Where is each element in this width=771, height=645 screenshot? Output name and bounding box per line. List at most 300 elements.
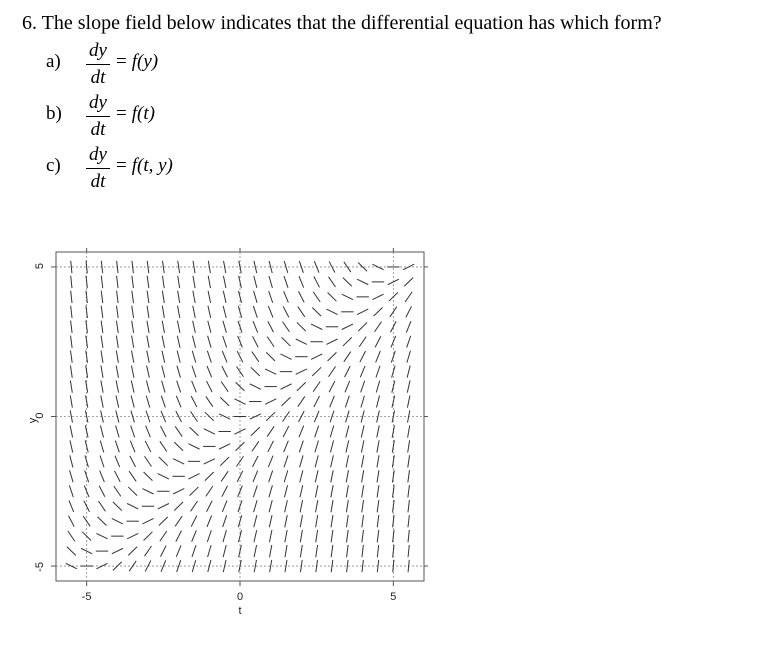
slope-segment bbox=[192, 381, 197, 392]
slope-segment bbox=[265, 369, 276, 374]
slope-segment bbox=[313, 381, 320, 391]
slope-segment bbox=[326, 339, 337, 344]
slope-segment bbox=[377, 515, 379, 527]
slope-segment bbox=[253, 456, 259, 467]
slope-segment bbox=[84, 486, 89, 497]
slope-segment bbox=[98, 517, 107, 526]
slope-segment bbox=[283, 426, 289, 437]
slope-segment bbox=[234, 399, 245, 404]
slope-segment bbox=[347, 560, 348, 572]
slope-segment bbox=[116, 336, 118, 348]
slope-segment bbox=[329, 367, 336, 377]
slope-segment bbox=[312, 307, 321, 316]
slope-segment bbox=[71, 261, 72, 273]
slope-segment bbox=[101, 261, 102, 273]
slope-segment bbox=[112, 518, 123, 523]
option-c-denominator: dt bbox=[90, 171, 106, 192]
slope-segment bbox=[299, 411, 305, 422]
slope-segment bbox=[70, 395, 72, 407]
slope-segment bbox=[101, 291, 102, 303]
slope-segment bbox=[408, 455, 410, 467]
slope-segment bbox=[193, 291, 195, 303]
slope-segment bbox=[299, 276, 304, 287]
slope-segment bbox=[280, 354, 291, 359]
slope-segment bbox=[298, 396, 305, 406]
slope-segment bbox=[345, 381, 350, 392]
slope-segment bbox=[207, 381, 213, 392]
slope-segment bbox=[253, 485, 257, 497]
slope-segment bbox=[207, 530, 211, 542]
slope-segment bbox=[361, 440, 363, 452]
slope-segment bbox=[393, 545, 394, 557]
slope-segment bbox=[407, 336, 411, 348]
slope-segment bbox=[238, 306, 241, 318]
slope-segment bbox=[267, 337, 274, 347]
slope-segment bbox=[297, 322, 306, 331]
slope-segment bbox=[331, 455, 334, 467]
slope-segment bbox=[132, 276, 134, 288]
slope-segment bbox=[71, 306, 72, 318]
slope-segment bbox=[101, 336, 103, 348]
x-axis-label: t bbox=[238, 605, 242, 617]
slope-segment bbox=[269, 485, 272, 497]
slope-segment bbox=[377, 545, 378, 557]
slope-segment bbox=[132, 336, 134, 348]
slope-segment bbox=[193, 276, 195, 288]
slope-segment bbox=[178, 291, 180, 303]
slope-segment bbox=[173, 489, 184, 494]
slope-segment bbox=[100, 440, 103, 452]
slope-segment bbox=[188, 444, 199, 449]
equals-sign: = bbox=[116, 155, 127, 176]
slope-segment bbox=[376, 366, 380, 378]
slope-segment bbox=[285, 500, 288, 512]
slope-segment bbox=[70, 351, 72, 363]
slope-segment bbox=[408, 530, 409, 542]
slope-segment bbox=[408, 440, 410, 452]
slope-segment bbox=[162, 261, 164, 273]
slope-segment bbox=[100, 455, 104, 467]
slope-segment bbox=[223, 291, 226, 303]
slope-segment bbox=[375, 322, 382, 332]
slope-segment bbox=[223, 321, 226, 333]
slope-segment bbox=[192, 545, 196, 557]
slope-segment bbox=[269, 276, 272, 288]
slope-segment bbox=[162, 366, 165, 378]
slope-segment bbox=[176, 396, 181, 407]
slope-segment bbox=[331, 530, 333, 542]
slope-segment bbox=[159, 457, 168, 466]
slope-segment bbox=[147, 306, 149, 318]
slope-segment bbox=[331, 545, 333, 557]
slope-segment bbox=[377, 440, 379, 452]
slope-segment bbox=[222, 486, 228, 497]
slope-segment bbox=[300, 530, 302, 542]
slope-segment bbox=[300, 545, 302, 557]
slope-segment bbox=[357, 309, 368, 314]
slope-segment bbox=[192, 366, 196, 378]
slope-segment bbox=[359, 337, 366, 347]
slope-segment bbox=[252, 441, 259, 451]
slope-segment bbox=[177, 351, 180, 363]
slope-segment bbox=[68, 531, 75, 541]
slope-segment bbox=[326, 309, 337, 314]
slope-segment bbox=[115, 471, 121, 482]
slope-segment bbox=[254, 500, 257, 512]
slope-segment bbox=[316, 545, 318, 557]
slope-segment bbox=[116, 426, 119, 438]
slope-segment bbox=[268, 441, 274, 452]
slope-segment bbox=[392, 425, 394, 437]
slope-segment bbox=[100, 425, 103, 437]
slope-segment bbox=[284, 485, 287, 497]
slope-segment bbox=[190, 427, 199, 436]
slope-segment bbox=[192, 336, 195, 348]
slope-segment bbox=[408, 500, 409, 512]
slope-segment bbox=[361, 425, 364, 437]
slope-segment bbox=[299, 291, 305, 302]
equals-sign: = bbox=[116, 103, 127, 124]
slope-segment bbox=[238, 321, 242, 333]
slope-segment bbox=[393, 560, 394, 572]
slope-segment bbox=[204, 429, 215, 434]
slope-segment bbox=[158, 504, 169, 509]
slope-segment bbox=[346, 485, 348, 497]
slope-segment bbox=[253, 471, 258, 482]
slope-segment bbox=[208, 276, 210, 288]
slope-segment bbox=[206, 396, 213, 406]
slope-segment bbox=[238, 500, 242, 512]
slope-segment bbox=[346, 425, 349, 437]
slope-segment bbox=[223, 276, 225, 288]
slope-segment bbox=[84, 501, 90, 512]
slope-segment bbox=[144, 532, 153, 541]
axis-ticks bbox=[34, 248, 428, 603]
slope-segment bbox=[314, 396, 320, 407]
x-tick-label: -5 bbox=[81, 591, 92, 603]
slope-segment bbox=[284, 470, 287, 482]
slope-segment bbox=[145, 546, 152, 556]
slope-segment bbox=[406, 321, 411, 332]
slope-segment bbox=[361, 381, 365, 393]
slope-segment bbox=[188, 474, 199, 479]
slope-segment bbox=[117, 261, 118, 273]
slope-segment bbox=[316, 530, 318, 542]
slope-segment bbox=[222, 366, 228, 377]
slope-segment bbox=[162, 351, 165, 363]
slope-segment bbox=[346, 515, 348, 527]
slope-segment bbox=[131, 426, 135, 438]
slope-segment bbox=[174, 442, 183, 451]
slope-segment bbox=[86, 380, 88, 392]
slope-segment bbox=[177, 321, 179, 333]
slope-segment bbox=[392, 366, 395, 378]
slope-segment bbox=[377, 455, 379, 467]
slope-segment bbox=[158, 474, 169, 479]
slope-segment bbox=[99, 486, 105, 497]
slope-segment bbox=[329, 381, 335, 392]
slope-segment bbox=[117, 291, 119, 303]
question-text: The slope field below indicates that the differential equation has which form? bbox=[41, 12, 662, 34]
slope-segment bbox=[362, 455, 364, 467]
slope-segment bbox=[142, 518, 153, 523]
slope-segment bbox=[405, 292, 412, 302]
slope-segment bbox=[222, 351, 227, 362]
slope-segment bbox=[300, 515, 302, 527]
slope-segment bbox=[376, 381, 379, 393]
slope-segment bbox=[282, 397, 291, 406]
slope-segment bbox=[330, 426, 333, 438]
slope-segment bbox=[177, 336, 180, 348]
slope-segment bbox=[221, 471, 228, 481]
slope-segment bbox=[312, 367, 321, 376]
slope-segment bbox=[176, 531, 182, 542]
slope-segment bbox=[131, 381, 134, 393]
slope-segment bbox=[250, 414, 261, 419]
slope-segment bbox=[131, 396, 134, 408]
slope-segment bbox=[204, 459, 215, 464]
slope-segment bbox=[393, 530, 394, 542]
slope-segment bbox=[346, 470, 348, 482]
slope-segment bbox=[207, 351, 211, 363]
slope-segment bbox=[315, 426, 319, 438]
slope-segment bbox=[285, 545, 287, 557]
slope-segment bbox=[329, 277, 336, 287]
slope-segment bbox=[311, 324, 322, 329]
slope-segment bbox=[113, 502, 122, 511]
slope-segment bbox=[131, 366, 133, 378]
slope-segment bbox=[69, 516, 75, 527]
slope-segment bbox=[346, 530, 348, 542]
slope-segment bbox=[253, 306, 257, 318]
slope-segment bbox=[284, 291, 289, 302]
slope-segment bbox=[70, 425, 72, 437]
slope-segment bbox=[86, 321, 88, 333]
slope-segment bbox=[343, 337, 352, 346]
slope-segment bbox=[160, 441, 167, 451]
slope-segment bbox=[392, 440, 394, 452]
slope-segment bbox=[269, 470, 273, 482]
slope-segment bbox=[254, 515, 257, 527]
x-tick-label: 5 bbox=[390, 591, 397, 603]
slope-segment bbox=[147, 351, 149, 363]
slope-segment bbox=[253, 321, 258, 332]
slope-segment bbox=[282, 337, 291, 346]
slope-segment bbox=[70, 470, 73, 482]
slope-segment bbox=[178, 261, 180, 273]
slope-segment bbox=[311, 354, 322, 359]
slope-segment bbox=[175, 426, 182, 436]
slope-segment bbox=[191, 501, 198, 511]
slope-segment bbox=[70, 380, 72, 392]
slope-segment bbox=[377, 425, 379, 437]
slope-segment bbox=[116, 351, 118, 363]
slope-segment bbox=[86, 291, 87, 303]
slope-segment bbox=[362, 500, 364, 512]
slope-segment bbox=[207, 366, 212, 377]
slope-segment bbox=[147, 366, 150, 378]
slope-segment bbox=[162, 291, 164, 303]
slope-segment bbox=[362, 485, 364, 497]
slope-segment bbox=[377, 500, 379, 512]
slope-segment bbox=[205, 472, 214, 481]
slope-segment bbox=[407, 395, 409, 407]
slope-segment bbox=[254, 291, 257, 303]
slope-segment bbox=[360, 366, 365, 377]
slope-segment bbox=[377, 470, 379, 482]
slope-segment bbox=[407, 351, 410, 363]
slope-segment bbox=[269, 291, 273, 303]
slope-segment bbox=[147, 291, 149, 303]
slope-segment bbox=[314, 411, 319, 422]
slope-segment bbox=[130, 441, 135, 452]
slope-segment bbox=[284, 455, 288, 467]
slope-segment bbox=[250, 384, 261, 389]
slope-segment bbox=[408, 485, 410, 497]
slope-segment bbox=[222, 500, 227, 511]
slope-segment bbox=[116, 321, 118, 333]
slope-segment bbox=[192, 351, 195, 363]
slope-segment bbox=[239, 545, 242, 557]
slope-segment bbox=[70, 366, 72, 378]
slope-segment bbox=[314, 261, 319, 272]
slope-segment bbox=[330, 440, 333, 452]
slope-segment bbox=[346, 455, 348, 467]
slope-segment bbox=[86, 261, 87, 273]
slope-segment bbox=[146, 426, 151, 437]
slope-segment bbox=[162, 321, 164, 333]
slope-segment bbox=[254, 545, 256, 557]
option-c-letter: c) bbox=[46, 155, 61, 176]
option-a-function: f(y) bbox=[131, 51, 159, 72]
slope-segment bbox=[206, 486, 213, 496]
slope-segment bbox=[70, 440, 73, 452]
slope-segment bbox=[70, 455, 73, 467]
slope-segment bbox=[101, 321, 103, 333]
slope-segment bbox=[362, 560, 363, 572]
slope-segment bbox=[299, 261, 303, 273]
slope-segment bbox=[347, 545, 349, 557]
slope-segment bbox=[67, 547, 76, 556]
slope-segment bbox=[362, 470, 364, 482]
slope-segment bbox=[357, 279, 368, 284]
slope-segment bbox=[343, 278, 352, 287]
slope-segment bbox=[284, 276, 288, 288]
slope-segment bbox=[254, 276, 257, 288]
slope-segment bbox=[177, 381, 181, 393]
slope-segment bbox=[101, 276, 102, 288]
slope-segment bbox=[71, 291, 72, 303]
slope-segment bbox=[146, 396, 149, 408]
slope-segment bbox=[408, 545, 409, 557]
slope-segment bbox=[116, 381, 118, 393]
option-a-denominator: dt bbox=[90, 67, 106, 88]
slope-segment bbox=[144, 472, 153, 481]
slope-segment bbox=[266, 352, 275, 361]
slope-segment bbox=[346, 440, 349, 452]
slope-segment bbox=[147, 276, 149, 288]
slope-segment bbox=[313, 292, 320, 302]
slope-segment bbox=[101, 395, 103, 407]
slope-segment bbox=[219, 444, 230, 449]
slope-segment bbox=[116, 366, 118, 378]
slope-segment bbox=[299, 426, 304, 437]
slope-segment bbox=[300, 470, 303, 482]
slope-segment bbox=[220, 457, 229, 466]
slope-segment bbox=[375, 336, 381, 347]
slope-segment bbox=[193, 306, 195, 318]
slope-segment bbox=[377, 560, 378, 572]
slope-segment bbox=[315, 470, 318, 482]
slope-segment bbox=[238, 486, 243, 497]
slope-segment bbox=[330, 396, 335, 407]
slope-segment bbox=[100, 471, 105, 482]
slope-segment bbox=[66, 563, 77, 568]
slope-segment bbox=[132, 351, 134, 363]
slope-segment bbox=[267, 426, 274, 436]
slope-segment bbox=[127, 504, 138, 509]
slope-segment bbox=[300, 485, 303, 497]
slope-segment bbox=[344, 352, 351, 362]
slope-segment bbox=[208, 306, 211, 318]
slope-segment bbox=[128, 487, 137, 496]
slope-segment bbox=[285, 515, 287, 527]
slope-segment bbox=[159, 517, 168, 526]
slope-segment bbox=[101, 351, 103, 363]
option-a-numerator: dy bbox=[89, 40, 107, 61]
slope-segment bbox=[86, 366, 88, 378]
slope-segment bbox=[99, 501, 106, 511]
slope-segment bbox=[358, 322, 367, 331]
slope-segment bbox=[85, 425, 88, 437]
slope-segment bbox=[328, 293, 337, 302]
slope-segment bbox=[85, 440, 88, 452]
slope-segment bbox=[268, 321, 274, 332]
slope-segment bbox=[315, 485, 317, 497]
slope-segment bbox=[145, 456, 152, 466]
slope-segment bbox=[269, 530, 271, 542]
slope-segment bbox=[268, 306, 273, 317]
slope-segment bbox=[146, 381, 149, 393]
slope-segment bbox=[254, 530, 257, 542]
y-tick-label: 5 bbox=[34, 262, 46, 270]
slope-segment bbox=[298, 307, 305, 317]
option-b-letter: b) bbox=[46, 103, 62, 124]
slope-segment bbox=[161, 546, 167, 557]
slope-segment bbox=[176, 545, 181, 556]
y-tick-label: 0 bbox=[34, 412, 46, 419]
slope-segment bbox=[392, 381, 395, 393]
y-tick-label: -5 bbox=[34, 562, 46, 572]
slope-segment bbox=[392, 485, 394, 497]
slope-segment bbox=[223, 515, 227, 527]
slope-segment bbox=[71, 321, 72, 333]
slope-segment bbox=[346, 500, 348, 512]
question-number: 6. bbox=[22, 12, 37, 34]
slope-segment bbox=[342, 324, 353, 329]
slope-segment bbox=[408, 470, 410, 482]
slope-segment bbox=[129, 471, 136, 481]
slope-segment bbox=[160, 531, 167, 541]
equals-sign: = bbox=[116, 51, 127, 72]
slope-segment bbox=[145, 441, 151, 452]
slope-segment bbox=[193, 321, 196, 333]
slope-segment bbox=[269, 500, 272, 512]
slope-segment bbox=[331, 515, 333, 527]
slope-segment bbox=[251, 427, 260, 436]
slope-segment bbox=[220, 397, 229, 406]
option-b-numerator: dy bbox=[89, 92, 107, 113]
